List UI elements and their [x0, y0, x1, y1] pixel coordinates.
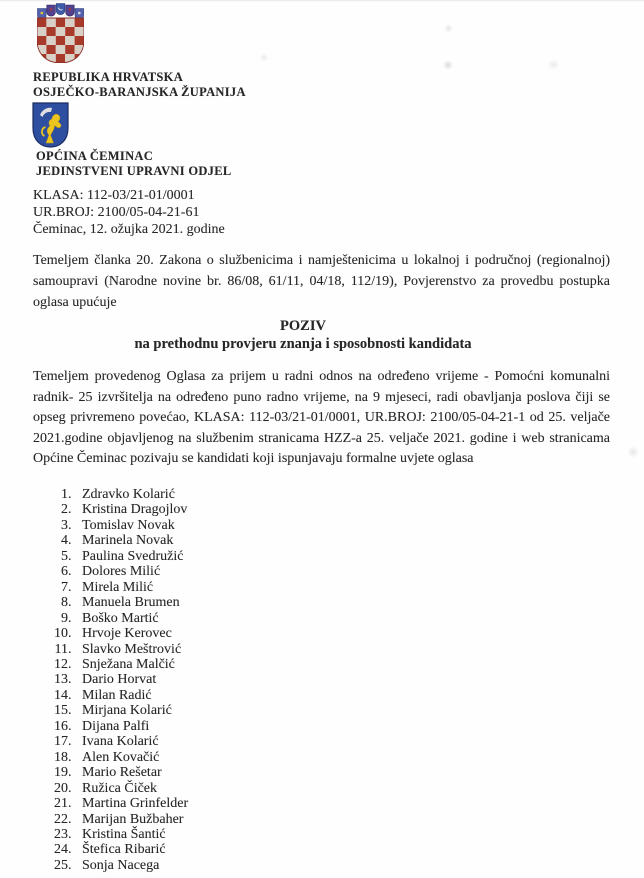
scan-edge-artifact: [0, 0, 644, 2]
republic-line: REPUBLIKA HRVATSKA: [33, 70, 184, 84]
body-paragraph: Temeljem provedenog Oglasa za prijem u radni odnos na određeno vrijeme - Pomoćni komunalni radnik- 25 izvršitelja na određeno puno radno vrijeme, na 9 mjeseci, radi obavljanja poslova čiji se opseg privremeno povećao, KLASA: 112-03/21-01/0001, UR.BROJ: 2100/05-04-21-1 od 25. veljače 2021.godine objavljenog na službenim stranicama HZZ-a 25. veljače 2021. godine i web stranicama Općine Čeminac pozivaju se kandidati koji ispunjavaju formalne uvjete oglasa: [33, 369, 610, 466]
municipality-header: [36, 149, 232, 178]
county-line: OSJEČKO-BARANJSKA ŽUPANIJA: [33, 85, 246, 99]
call-subtitle: na prethodnu provjeru znanja i sposobnosti kandidata: [134, 336, 472, 352]
croatia-coat-of-arms-icon: [37, 2, 84, 63]
checkerboard: [37, 18, 84, 63]
candidate-list-item: 3. Tomislav Novak: [75, 518, 495, 533]
candidate-list-item: 1. Zdravko Kolarić: [75, 487, 495, 502]
date-line: Čeminac, 12. ožujka 2021. godine: [33, 221, 225, 237]
crown-shields: [38, 4, 84, 20]
candidate-list-item: 19. Mario Rešetar: [75, 765, 495, 780]
department-line: JEDINSTVENI UPRAVNI ODJEL: [36, 163, 232, 178]
municipality-line: OPĆINA ČEMINAC: [36, 149, 154, 163]
candidate-list-item: 10. Hrvoje Kerovec: [75, 626, 495, 641]
call-heading: [33, 317, 573, 353]
candidate-list-item: 4. Marinela Novak: [75, 533, 495, 548]
candidate-list-item: 9. Boško Martić: [75, 611, 495, 626]
candidate-list-item: 21. Martina Grinfelder: [75, 796, 495, 811]
scan-smudge: [444, 24, 453, 33]
candidate-list-item: 23. Kristina Šantić: [75, 827, 495, 842]
candidate-list-item: 18. Alen Kovačić: [75, 750, 495, 765]
candidate-list-item: 25. Sonja Nacega: [75, 858, 495, 873]
candidate-list-item: 12. Snježana Malčić: [75, 657, 495, 672]
candidate-list-item: 14. Milan Radić: [75, 688, 495, 703]
scan-smudge: [627, 446, 639, 458]
candidate-list-item: 5. Paulina Svedružić: [75, 549, 495, 564]
scan-smudge: [547, 59, 560, 70]
state-header: [33, 70, 246, 100]
candidate-list-item: 7. Mirela Milić: [75, 580, 495, 595]
candidate-list-item: 20. Ružica Čiček: [75, 781, 495, 796]
urbroj-line: UR.BROJ: 2100/05-04-21-61: [33, 204, 200, 220]
scan-smudge: [259, 53, 269, 62]
candidate-list-item: 8. Manuela Brumen: [75, 595, 495, 610]
candidate-list-item: 22. Marijan Bužbaher: [75, 812, 495, 827]
candidate-list-item: 11. Slavko Meštrović: [75, 642, 495, 657]
scan-smudge: [443, 60, 453, 70]
candidate-list-item: 6. Dolores Milić: [75, 564, 495, 579]
call-title: POZIV: [280, 318, 326, 334]
candidate-list: [33, 487, 495, 873]
candidate-list-item: 13. Dario Horvat: [75, 672, 495, 687]
klasa-line: KLASA: 112-03/21-01/0001: [33, 188, 195, 203]
candidate-list-item: 16. Dijana Palfi: [75, 719, 495, 734]
candidate-list-item: 24. Štefica Ribarić: [75, 842, 495, 857]
candidate-list-item: 15. Mirjana Kolarić: [75, 703, 495, 718]
candidate-list-item: 2. Kristina Dragojlov: [75, 502, 495, 517]
ceminac-coat-of-arms-icon: [32, 102, 69, 148]
document-meta: [33, 188, 225, 238]
candidate-list-item: 17. Ivana Kolarić: [75, 734, 495, 749]
intro-paragraph: Temeljem članka 20. Zakona o službenicima i namještenicima u lokalnoj i područnoj (regionalnoj) samoupravi (Narodne novine br. 86/08, 61/11, 04/18, 112/19), Povjerenstvo za provedbu postupka oglasa upućuje: [33, 253, 610, 310]
